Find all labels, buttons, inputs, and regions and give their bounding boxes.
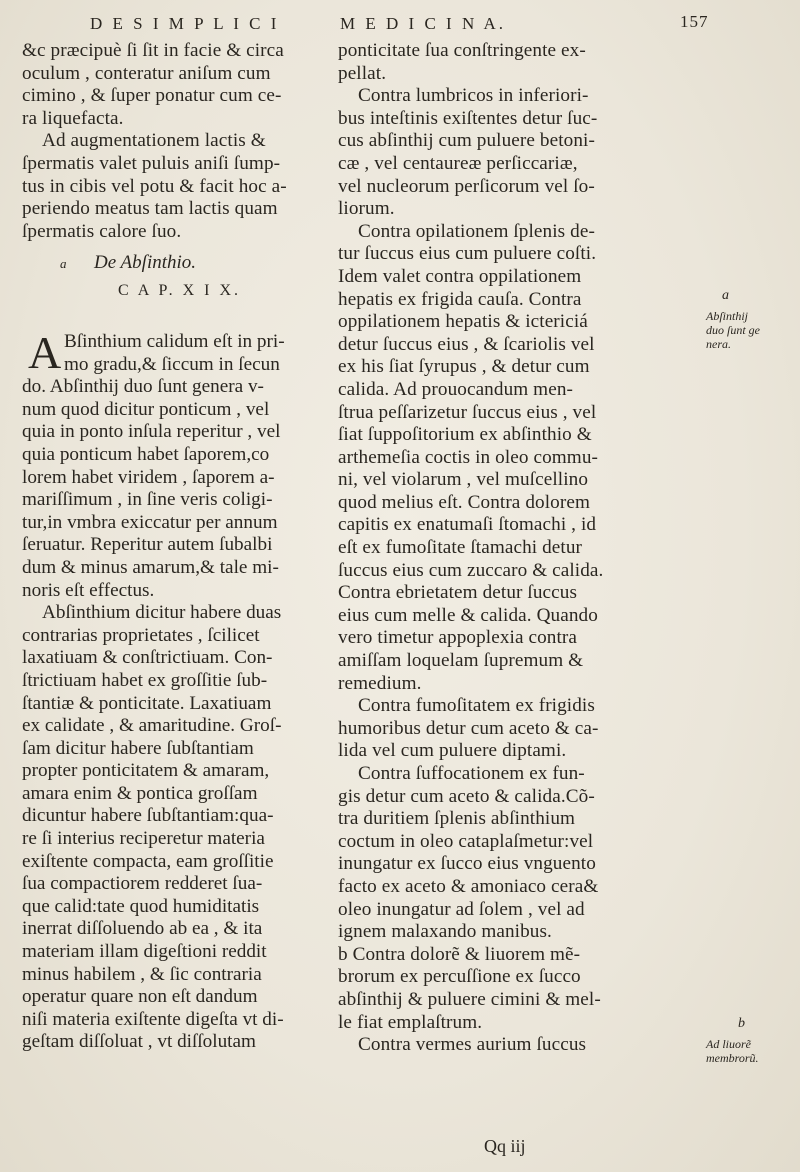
text-line: ſtrua peſſarizetur ſuccus eius , vel <box>338 401 597 423</box>
text-line: Abſinthium dicitur habere duas <box>42 602 282 624</box>
text-line: tur ſuccus eius cum puluere coſti. <box>338 243 597 265</box>
chapter-title: De Abſinthio. <box>94 252 197 273</box>
text-line: le fiat emplaſtrum. <box>338 1011 483 1033</box>
text-line: ſiat ſuppoſitorium ex abſinthio & <box>338 424 592 446</box>
text-line: dicuntur habere ſubſtantiam:qua- <box>22 805 274 827</box>
text-line: eius cum melle & calida. Quando <box>338 604 598 626</box>
text-line: num quod dicitur ponticum , vel <box>22 398 270 420</box>
text-line: b Contra dolorẽ & liuorem mẽ- <box>338 943 581 965</box>
text-line: ſuccus eius cum zuccaro & calida. <box>338 559 604 581</box>
text-line: tur,in vmbra exiccatur per annum <box>22 511 278 533</box>
text-line: hepatis ex frigida cauſa. Contra <box>338 288 582 310</box>
text-line: &c præcipuè ſi ſit in facie & circa <box>22 40 284 61</box>
text-line: propter ponticitatem & amaram, <box>22 760 270 782</box>
text-line: brorum ex percuſſione ex ſucco <box>338 966 581 988</box>
text-line: amiſſam loquelam ſupremum & <box>338 650 584 672</box>
text-line: dum & minus amarum,& tale mi- <box>22 556 279 578</box>
text-line: laxatiuam & conſtrictiuam. Con- <box>22 647 273 669</box>
text-line: cus abſinthij cum puluere betoni- <box>338 130 595 152</box>
text-line: Ad augmentationem lactis & <box>42 130 266 152</box>
text-line: que calid:tate quod humiditatis <box>22 895 260 917</box>
text-line: cæ , vel centaureæ perſiccariæ, <box>338 152 578 174</box>
text-line: ra liquefacta. <box>22 107 124 129</box>
text-line: noris eſt effectus. <box>22 579 155 601</box>
text-line: Contra vermes aurium ſuccus <box>358 1034 587 1056</box>
text-line: exiſtente compacta, eam groſſitie <box>22 850 274 872</box>
text-line: lorem habet viridem , ſaporem a- <box>22 466 275 488</box>
text-line: Contra lumbricos in inferiori- <box>358 85 589 107</box>
text-line: Contra ebrietatem detur ſuccus <box>338 582 578 604</box>
text-line: Idem valet contra oppilationem <box>338 265 582 287</box>
text-line: liorum. <box>338 198 395 220</box>
text-line: eſt ex fumoſitate ſtamachi detur <box>338 537 583 559</box>
text-line: amara enim & pontica groſſam <box>22 782 258 804</box>
text-line: calida. Ad prouocandum men- <box>338 378 574 400</box>
running-head-center: M E D I C I N A. <box>340 14 507 33</box>
text-line: minus habilem , & ſic contraria <box>22 963 262 985</box>
text-line: do. Abſinthij duo ſunt genera v- <box>22 376 264 398</box>
text-line: mo gradu,& ſiccum in ſecun <box>64 353 280 375</box>
text-line: ignem malaxando manibus. <box>338 921 552 943</box>
text-line: Bſinthium calidum eſt in pri- <box>64 331 285 352</box>
text-line: periendo meatus tam lactis quam <box>22 198 278 220</box>
margin-note-a-letter: a <box>722 288 729 303</box>
text-line: ſtrictiuam habet ex groſſitie ſub- <box>22 669 268 691</box>
margin-note-b-letter: b <box>738 1016 745 1031</box>
text-line: ponticitate ſua conſtringente ex- <box>338 40 586 61</box>
text-line: coctum in oleo cataplaſmetur:vel <box>338 830 594 852</box>
text-line: oppilationem hepatis & ictericiá <box>338 311 588 333</box>
text-line: inerrat diſſoluendo ab ea , & ita <box>22 918 263 940</box>
text-line: arthemeſia coctis in oleo commu- <box>338 446 599 468</box>
margin-note-line: Abſinthij <box>706 309 748 323</box>
text-line: tra duritiem ſplenis abſinthium <box>338 808 576 830</box>
text-line: oleo inungatur ad ſolem , vel ad <box>338 898 585 920</box>
text-line: detur ſuccus eius , & ſcariolis vel <box>338 333 595 355</box>
text-line: humoribus detur cum aceto & ca- <box>338 717 599 739</box>
text-line: capitis ex enatumaſi ſtomachi , id <box>338 514 597 536</box>
text-line: operatur quare non eſt dandum <box>22 986 258 1008</box>
text-line: ſpermatis calore ſuo. <box>22 220 182 242</box>
text-line: geſtam diſſoluat , vt diſſolutam <box>22 1031 256 1053</box>
text-line: bus inteſtinis exiſtentes detur ſuc- <box>338 107 598 129</box>
text-line: ex his ſiat ſyrupus , & detur cum <box>338 356 590 378</box>
text-line: Contra opilationem ſplenis de- <box>358 220 595 242</box>
chapter-heading <box>22 248 340 318</box>
left-column-top <box>22 40 340 243</box>
margin-note-a <box>706 310 796 352</box>
text-line: vel nucleorum perſicorum vel ſo- <box>338 175 595 197</box>
page-number: 157 <box>680 12 709 31</box>
running-head-left: D E S I M P L I C I <box>90 14 280 33</box>
text-line: contrarias proprietates , ſcilicet <box>22 624 260 646</box>
text-line: niſi materia exiſtente digeſta vt di- <box>22 1008 284 1030</box>
text-line: lida vel cum puluere diptami. <box>338 740 567 762</box>
running-head <box>0 14 800 40</box>
margin-note-line: nera. <box>706 337 731 351</box>
text-line: ſua compactiorem redderet ſua- <box>22 873 263 895</box>
text-line: cimino , & ſuper ponatur cum ce- <box>22 85 282 107</box>
chapter-number: C A P. X I X. <box>118 282 242 299</box>
text-line: gis detur cum aceto & calida.Cõ- <box>338 785 595 807</box>
text-line: abſinthij & puluere cimini & mel- <box>338 988 601 1010</box>
text-line: tus in cibis vel potu & facit hoc a- <box>22 175 287 197</box>
text-line: remedium. <box>338 672 422 694</box>
text-line: ex calidate , & amaritudine. Groſ- <box>22 715 282 737</box>
text-line: quia ponticum habet ſaporem,co <box>22 443 270 465</box>
text-line: Contra fumoſitatem ex frigidis <box>358 695 595 717</box>
right-column <box>338 40 668 1057</box>
text-line: mariſſimum , in ſine veris coligi- <box>22 489 273 511</box>
catchword-signature: Qq iij <box>484 1136 526 1156</box>
margin-marker-a: a <box>60 256 67 271</box>
margin-note-line: Ad liuorẽ <box>706 1037 751 1051</box>
text-line: ſam dicitur habere ſubſtantiam <box>22 737 254 759</box>
text-line: ſeruatur. Reperitur autem ſubalbi <box>22 534 273 556</box>
text-line: facto ex aceto & amoniaco cera& <box>338 875 599 897</box>
text-line: pellat. <box>338 62 387 84</box>
drop-cap: A <box>28 327 62 378</box>
margin-note-line: membrorũ. <box>706 1051 759 1065</box>
margin-note-b <box>706 1038 796 1066</box>
text-line: Contra ſuffocationem ex fun- <box>358 763 585 784</box>
text-line: re ſi interius reciperetur materia <box>22 828 265 850</box>
text-line: inungatur ex ſucco eius vnguento <box>338 853 596 875</box>
text-line: quia in ponto inſula reperitur , vel <box>22 421 281 443</box>
text-line: ſtantiæ & ponticitate. Laxatiuam <box>22 692 272 714</box>
text-line: vero timetur appoplexia contra <box>338 627 578 649</box>
text-line: ni, vel violarum , vel muſcellino <box>338 469 589 491</box>
text-line: ſpermatis valet puluis aniſi ſump- <box>22 152 281 174</box>
text-line: oculum , conteratur aniſum cum <box>22 62 271 84</box>
margin-note-line: duo ſunt ge <box>706 323 760 337</box>
text-line: quod melius eſt. Contra dolorem <box>338 491 590 513</box>
text-line: materiam illam digeſtioni reddit <box>22 941 267 963</box>
left-column-body <box>22 327 340 1054</box>
